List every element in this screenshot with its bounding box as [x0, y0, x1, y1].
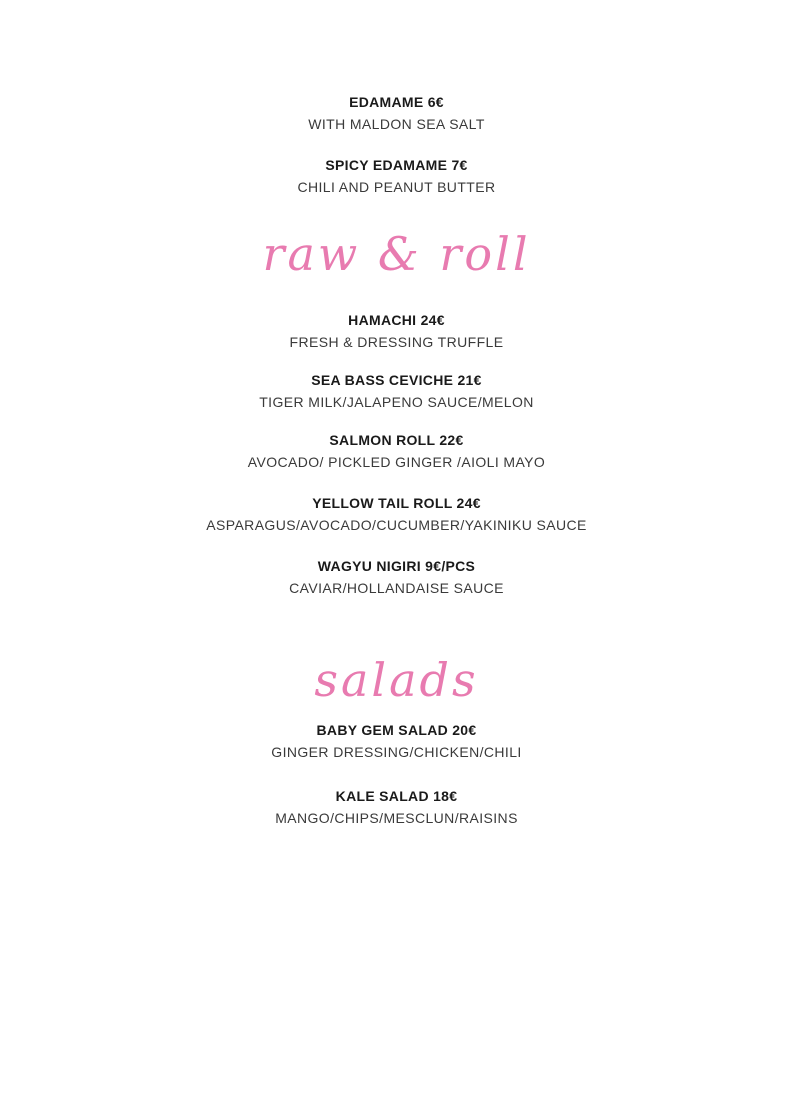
menu-item-description: WITH MALDON SEA SALT [308, 116, 485, 132]
menu-item-name: SEA BASS CEVICHE 21€ [311, 372, 482, 388]
menu-item-description: AVOCADO/ PICKLED GINGER /AIOLI MAYO [247, 454, 546, 470]
menu-item-name: SPICY EDAMAME 7€ [325, 157, 468, 173]
menu-item-description: MANGO/CHIPS/MESCLUN/RAISINS [275, 810, 518, 826]
menu-item-description: ASPARAGUS/AVOCADO/CUCUMBER/YAKINIKU SAUCE [206, 517, 587, 533]
section-heading-raw-and-roll: raw & roll [262, 227, 531, 281]
menu-item-kale-salad [0, 785, 793, 829]
menu-item-description: CAVIAR/HOLLANDAISE SAUCE [289, 580, 504, 596]
menu-item-baby-gem-salad [0, 719, 793, 763]
menu-item-spicy-edamame [0, 154, 793, 198]
menu-item-wagyu-nigiri [0, 555, 793, 599]
menu-item-salmon-roll [0, 429, 793, 473]
menu-item-description: FRESH & DRESSING TRUFFLE [289, 334, 504, 350]
menu-item-sea-bass-ceviche [0, 369, 793, 413]
menu-item-name: KALE SALAD 18€ [335, 788, 458, 804]
menu-item-name: WAGYU NIGIRI 9€/PCS [317, 558, 476, 574]
menu-item-name: EDAMAME 6€ [349, 94, 444, 110]
menu-item-name: SALMON ROLL 22€ [329, 432, 464, 448]
menu-item-description: TIGER MILK/JALAPENO SAUCE/MELON [259, 394, 534, 410]
menu-item-description: GINGER DRESSING/CHICKEN/CHILI [271, 744, 522, 760]
menu-item-name: HAMACHI 24€ [348, 312, 445, 328]
menu-item-name: BABY GEM SALAD 20€ [316, 722, 477, 738]
menu-item-description: CHILI AND PEANUT BUTTER [297, 179, 496, 195]
menu-item-hamachi [0, 309, 793, 353]
section-heading-salads: salads [314, 653, 479, 707]
menu-item-edamame [0, 91, 793, 135]
menu-item-yellow-tail-roll [0, 492, 793, 536]
menu-item-name: YELLOW TAIL ROLL 24€ [312, 495, 481, 511]
